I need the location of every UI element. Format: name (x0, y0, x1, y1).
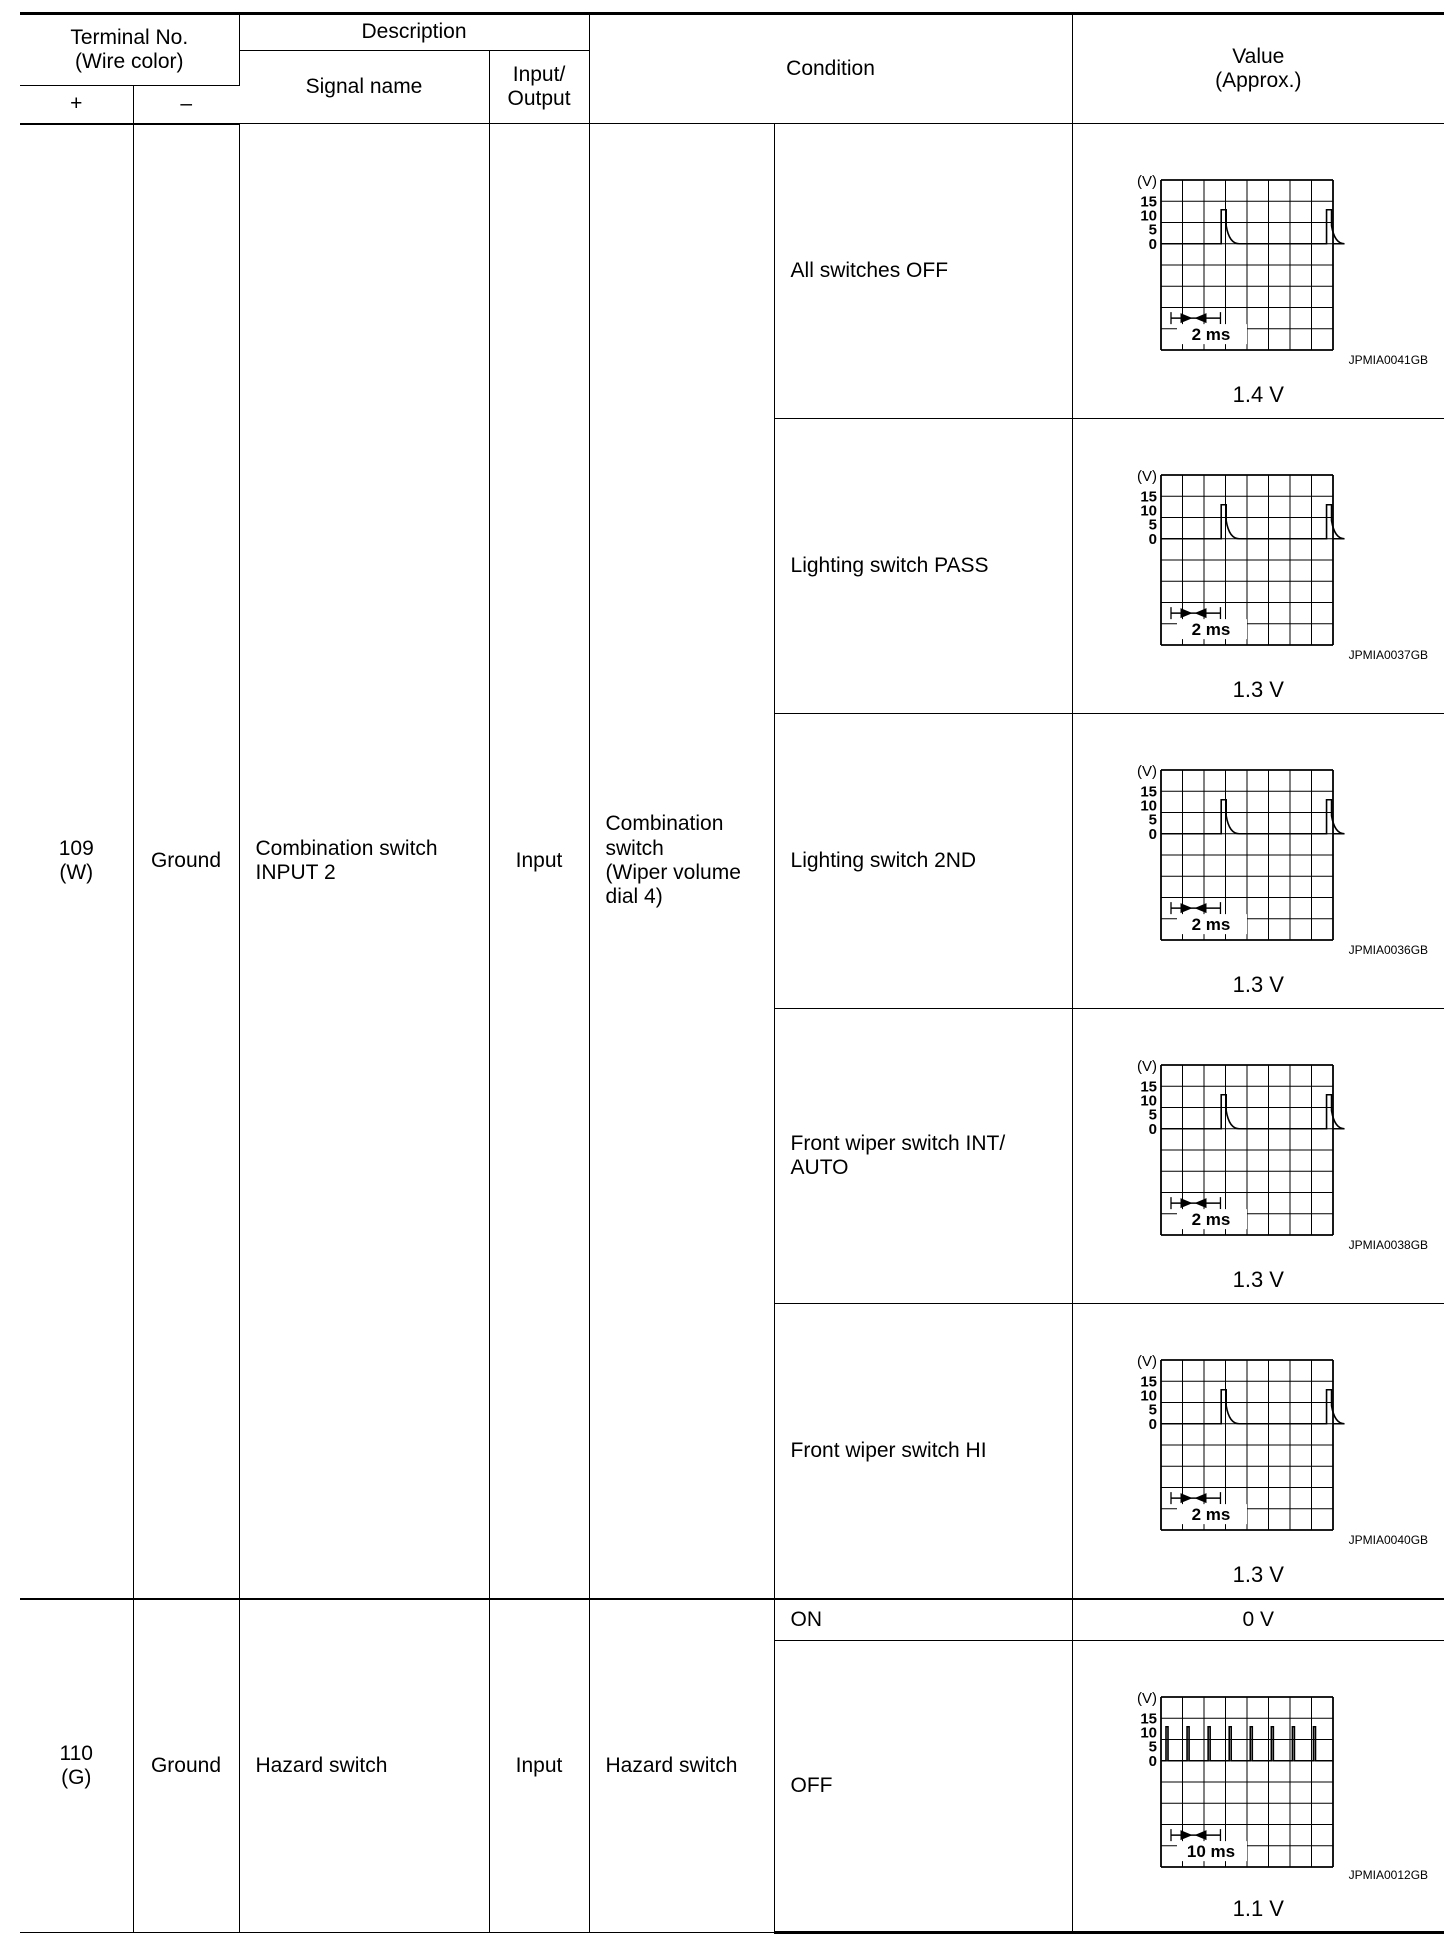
signal-name-110: Hazard switch (239, 1599, 489, 1933)
condition-110: Hazard switch (589, 1599, 774, 1933)
unit-label: (V) (1136, 468, 1157, 485)
value-approx: 1.3 V (1232, 1562, 1284, 1587)
waveform-trace (1161, 505, 1345, 539)
value-hazard-on: 0 V (1072, 1599, 1444, 1641)
state-lighting-pass: Lighting switch PASS (774, 419, 1072, 714)
value-approx: 1.3 V (1232, 677, 1284, 702)
y-tick-label: 5 (1148, 1401, 1157, 1419)
state-front-wiper-int-auto: Front wiper switch INT/ AUTO (774, 1009, 1072, 1304)
terminal-no-header: Terminal No. (Wire color) (20, 14, 239, 86)
terminal-spec-table (20, 12, 1444, 1934)
value-approx: 1.4 V (1232, 382, 1284, 407)
plus-header: + (20, 86, 133, 124)
y-tick-label: 10 (1139, 1724, 1157, 1742)
figure-code: JPMIA0037GB (1348, 648, 1429, 662)
signal-name-109: Combination switch INPUT 2 (239, 124, 489, 1599)
y-tick-label: 10 (1139, 797, 1157, 815)
y-tick-label: 5 (1148, 516, 1157, 534)
state-hazard-off: OFF (774, 1641, 1072, 1933)
figure-code: JPMIA0036GB (1348, 943, 1429, 957)
oscilloscope-graph (1113, 758, 1353, 948)
y-tick-label: 10 (1139, 1092, 1157, 1110)
unit-label: (V) (1136, 173, 1157, 190)
waveform-trace (1161, 1095, 1345, 1129)
y-tick-label: 0 (1148, 1752, 1157, 1770)
description-header: Description (239, 14, 589, 51)
y-tick-label: 0 (1148, 1415, 1157, 1433)
value-cell-hi (1072, 1304, 1444, 1599)
arrow-left-icon (1194, 313, 1206, 323)
arrow-left-icon (1194, 1198, 1206, 1208)
y-tick-label: 10 (1139, 1387, 1157, 1405)
terminal-109-minus: Ground (133, 124, 239, 1599)
state-front-wiper-hi: Front wiper switch HI (774, 1304, 1072, 1599)
value-approx: 1.3 V (1232, 1267, 1284, 1292)
y-tick-label: 15 (1139, 783, 1157, 801)
arrow-left-icon (1194, 1493, 1206, 1503)
state-hazard-on: ON (774, 1599, 1072, 1641)
terminal-110-minus: Ground (133, 1599, 239, 1933)
oscilloscope-graph (1113, 168, 1353, 358)
arrow-right-icon (1180, 313, 1192, 323)
arrow-left-icon (1194, 1830, 1206, 1840)
value-cell-pass (1072, 419, 1444, 714)
signal-name-header: Signal name (239, 51, 489, 124)
figure-code: JPMIA0012GB (1348, 1868, 1429, 1882)
arrow-right-icon (1180, 1830, 1192, 1840)
y-tick-label: 5 (1148, 1106, 1157, 1124)
arrow-left-icon (1194, 903, 1206, 913)
minus-header: – (133, 86, 239, 124)
time-div-label: 2 ms (1191, 325, 1230, 345)
waveform-trace (1161, 210, 1345, 244)
y-tick-label: 5 (1148, 1738, 1157, 1756)
state-all-switches-off: All switches OFF (774, 124, 1072, 419)
arrow-right-icon (1180, 1493, 1192, 1503)
waveform-trace (1161, 1390, 1345, 1424)
arrow-left-icon (1194, 608, 1206, 618)
arrow-right-icon (1180, 903, 1192, 913)
oscilloscope-graph (1113, 1685, 1353, 1875)
value-cell-2nd (1072, 714, 1444, 1009)
terminal-110: 110 (G) (20, 1599, 133, 1933)
y-tick-label: 0 (1148, 530, 1157, 548)
y-tick-label: 0 (1148, 235, 1157, 253)
unit-label: (V) (1136, 1690, 1157, 1707)
y-tick-label: 5 (1148, 811, 1157, 829)
value-cell-hazard-off (1072, 1641, 1444, 1933)
io-110: Input (489, 1599, 589, 1933)
unit-label: (V) (1136, 763, 1157, 780)
y-tick-label: 15 (1139, 1078, 1157, 1096)
y-tick-label: 10 (1139, 502, 1157, 520)
waveform-trace (1161, 800, 1345, 834)
arrow-right-icon (1180, 608, 1192, 618)
unit-label: (V) (1136, 1058, 1157, 1075)
figure-code: JPMIA0041GB (1348, 353, 1429, 367)
time-div-label: 2 ms (1191, 1505, 1230, 1525)
io-109: Input (489, 124, 589, 1599)
y-tick-label: 15 (1139, 193, 1157, 211)
state-lighting-2nd: Lighting switch 2ND (774, 714, 1072, 1009)
y-tick-label: 10 (1139, 207, 1157, 225)
y-tick-label: 0 (1148, 825, 1157, 843)
condition-header: Condition (589, 14, 1072, 124)
time-div-label: 10 ms (1186, 1842, 1235, 1862)
value-header: Value (Approx.) (1072, 14, 1444, 124)
value-approx: 1.3 V (1232, 972, 1284, 997)
input-output-header: Input/ Output (489, 51, 589, 124)
time-div-label: 2 ms (1191, 1210, 1230, 1230)
y-tick-label: 15 (1139, 488, 1157, 506)
unit-label: (V) (1136, 1353, 1157, 1370)
y-tick-label: 15 (1139, 1710, 1157, 1728)
arrow-right-icon (1180, 1198, 1192, 1208)
terminal-109: 109 (W) (20, 124, 133, 1599)
oscilloscope-graph (1113, 1053, 1353, 1243)
y-tick-label: 15 (1139, 1373, 1157, 1391)
oscilloscope-graph (1113, 1348, 1353, 1538)
time-div-label: 2 ms (1191, 915, 1230, 935)
condition-109: Combination switch (Wiper volume dial 4) (589, 124, 774, 1599)
figure-code: JPMIA0040GB (1348, 1533, 1429, 1547)
value-cell-int-auto (1072, 1009, 1444, 1304)
value-cell-all-off (1072, 124, 1444, 419)
y-tick-label: 5 (1148, 221, 1157, 239)
value-approx: 1.1 V (1232, 1896, 1284, 1921)
figure-code: JPMIA0038GB (1348, 1238, 1429, 1252)
oscilloscope-graph (1113, 463, 1353, 653)
time-div-label: 2 ms (1191, 620, 1230, 640)
y-tick-label: 0 (1148, 1120, 1157, 1138)
